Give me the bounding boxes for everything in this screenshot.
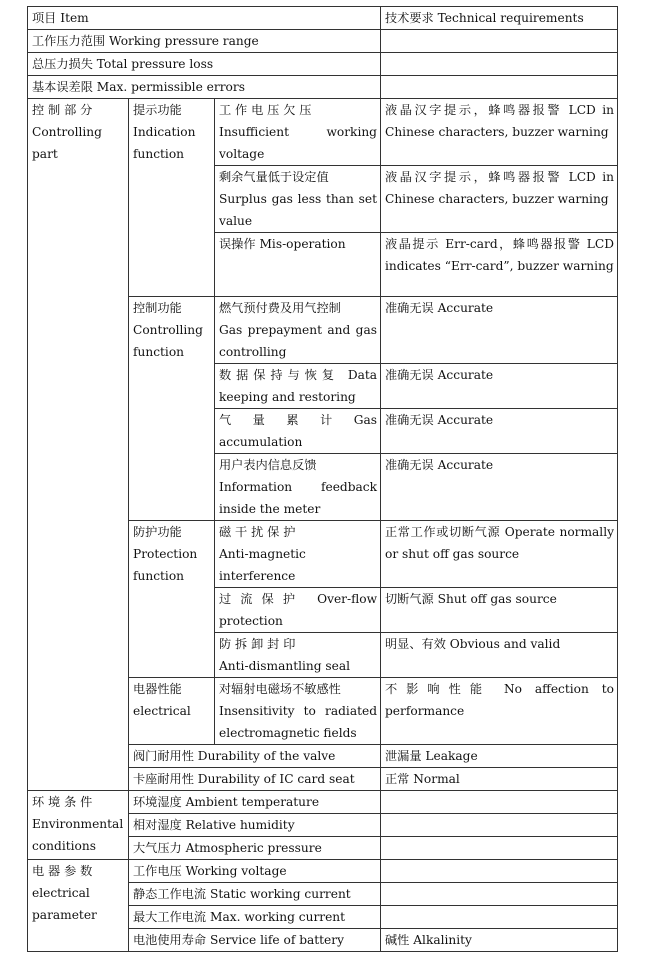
item-name-cn: 气 量 累 计 xyxy=(219,413,342,427)
row-value xyxy=(381,53,618,76)
protection-label-en: Protection function xyxy=(133,547,198,583)
item-name-cn: 防 拆 卸 封 印 xyxy=(219,637,296,651)
item-requirement xyxy=(381,860,618,883)
item-name-en: Anti-dismantling seal xyxy=(219,659,351,673)
table-row xyxy=(28,791,618,814)
item-name: 大气压力 Atmospheric pressure xyxy=(129,837,381,860)
item-requirement: 正常工作或切断气源 Operate normally or shut off gas source xyxy=(381,521,618,588)
item-name-cn: 数据保持与恢复 xyxy=(219,368,339,382)
item-requirement: 准确无误 Accurate xyxy=(381,364,618,409)
item-name xyxy=(215,364,381,409)
item-requirement: 明显、有效 Obvious and valid xyxy=(381,633,618,678)
table-row xyxy=(28,860,618,883)
item-requirement xyxy=(381,791,618,814)
item-name: 工作电压 Working voltage xyxy=(129,860,381,883)
item-requirement: 不影响性能 No affection to performance xyxy=(381,678,618,745)
control-function-label-en: Controlling function xyxy=(133,323,203,359)
item-name-cn: 误操作 xyxy=(219,237,256,251)
control-function-label-cn: 控制功能 xyxy=(133,301,182,315)
item-name-en: Insensitivity to radiated electromagnetic fields xyxy=(219,704,377,740)
item-requirement: 准确无误 Accurate xyxy=(381,409,618,454)
item-name xyxy=(215,633,381,678)
header-item: 项目 Item xyxy=(28,7,381,30)
item-name xyxy=(215,233,381,297)
item-requirement: 准确无误 Accurate xyxy=(381,454,618,521)
table-row xyxy=(28,30,618,53)
electrical-param-label xyxy=(28,860,129,952)
environment-label xyxy=(28,791,129,860)
electrical-param-label-en: electrical parameter xyxy=(32,886,97,922)
row-value xyxy=(381,76,618,99)
item-name-en: Gas prepayment and gas controlling xyxy=(219,323,377,359)
item-name: 阀门耐用性 Durability of the valve xyxy=(129,745,381,768)
electrical-label-cn: 电器性能 xyxy=(133,682,182,696)
item-name-en: Anti-magnetic interference xyxy=(219,547,306,583)
indication-label-cn: 提示功能 xyxy=(133,103,182,117)
item-name xyxy=(215,588,381,633)
item-name xyxy=(215,678,381,745)
control-function-label xyxy=(129,297,215,521)
item-name-cn: 剩余气量低于设定值 xyxy=(219,170,329,184)
item-name: 相对湿度 Relative humidity xyxy=(129,814,381,837)
controlling-label-en: Controlling part xyxy=(32,125,102,161)
electrical-param-label-cn: 电 器 参 数 xyxy=(32,864,93,878)
item-requirement xyxy=(381,906,618,929)
item-requirement: 正常 Normal xyxy=(381,768,618,791)
environment-label-cn: 环 境 条 件 xyxy=(32,795,93,809)
row-label: 基本误差限 Max. permissible errors xyxy=(28,76,381,99)
item-requirement xyxy=(381,883,618,906)
item-requirement: 液晶汉字提示，蜂鸣器报警 LCD in Chinese characters, buzzer warning xyxy=(381,99,618,166)
item-name xyxy=(215,409,381,454)
item-requirement xyxy=(381,814,618,837)
controlling-part-label xyxy=(28,99,129,791)
item-name-cn: 工 作 电 压 欠 压 xyxy=(219,103,312,117)
item-name xyxy=(215,521,381,588)
item-name: 卡座耐用性 Durability of IC card seat xyxy=(129,768,381,791)
item-name-cn: 用户表内信息反馈 xyxy=(219,458,317,472)
environment-label-en: Environmental conditions xyxy=(32,817,124,853)
item-name-en: Data keeping and restoring xyxy=(219,368,378,404)
item-name-en: Surplus gas less than set value xyxy=(219,192,377,228)
item-name xyxy=(215,454,381,521)
item-name: 静态工作电流 Static working current xyxy=(129,883,381,906)
table-row xyxy=(28,99,618,166)
item-requirement: 液晶汉字提示，蜂鸣器报警 LCD in Chinese characters, buzzer warning xyxy=(381,166,618,233)
item-name: 环境湿度 Ambient temperature xyxy=(129,791,381,814)
item-requirement: 准确无误 Accurate xyxy=(381,297,618,364)
item-name xyxy=(215,166,381,233)
item-requirement xyxy=(381,837,618,860)
item-requirement: 碱性 Alkalinity xyxy=(381,929,618,952)
item-name-cn: 过流保护 xyxy=(219,592,305,606)
header-row xyxy=(28,7,618,30)
row-value xyxy=(381,30,618,53)
item-requirement: 切断气源 Shut off gas source xyxy=(381,588,618,633)
item-name-en: Information feedback inside the meter xyxy=(219,480,377,516)
item-name-cn: 燃气预付费及用气控制 xyxy=(219,301,341,315)
electrical-label-en: electrical xyxy=(133,704,191,718)
item-name-en: Over-flow protection xyxy=(219,592,378,628)
table-row xyxy=(28,53,618,76)
item-name-en: Insufficient working voltage xyxy=(219,125,377,161)
row-label: 总压力损失 Total pressure loss xyxy=(28,53,381,76)
table-row xyxy=(28,76,618,99)
protection-label xyxy=(129,521,215,678)
item-requirement: 泄漏量 Leakage xyxy=(381,745,618,768)
item-name: 最大工作电流 Max. working current xyxy=(129,906,381,929)
item-name-cn: 磁 干 扰 保 护 xyxy=(219,525,296,539)
item-name xyxy=(215,99,381,166)
item-name-en: Gas accumulation xyxy=(219,413,377,449)
protection-label-cn: 防护功能 xyxy=(133,525,182,539)
item-name-cn: 对辐射电磁场不敏感性 xyxy=(219,682,341,696)
item-name: 电池使用寿命 Service life of battery xyxy=(129,929,381,952)
header-requirement: 技术要求 Technical requirements xyxy=(381,7,618,30)
item-requirement: 液晶提示 Err-card，蜂鸣器报警 LCD indicates “Err-card”, buzzer warning xyxy=(381,233,618,297)
item-name xyxy=(215,297,381,364)
technical-requirements-table xyxy=(27,6,618,952)
indication-label-en: Indication function xyxy=(133,125,196,161)
indication-label xyxy=(129,99,215,297)
electrical-label xyxy=(129,678,215,745)
controlling-label-cn: 控 制 部 分 xyxy=(32,103,93,117)
row-label: 工作压力范围 Working pressure range xyxy=(28,30,381,53)
item-name-en: Mis-operation xyxy=(259,237,346,251)
